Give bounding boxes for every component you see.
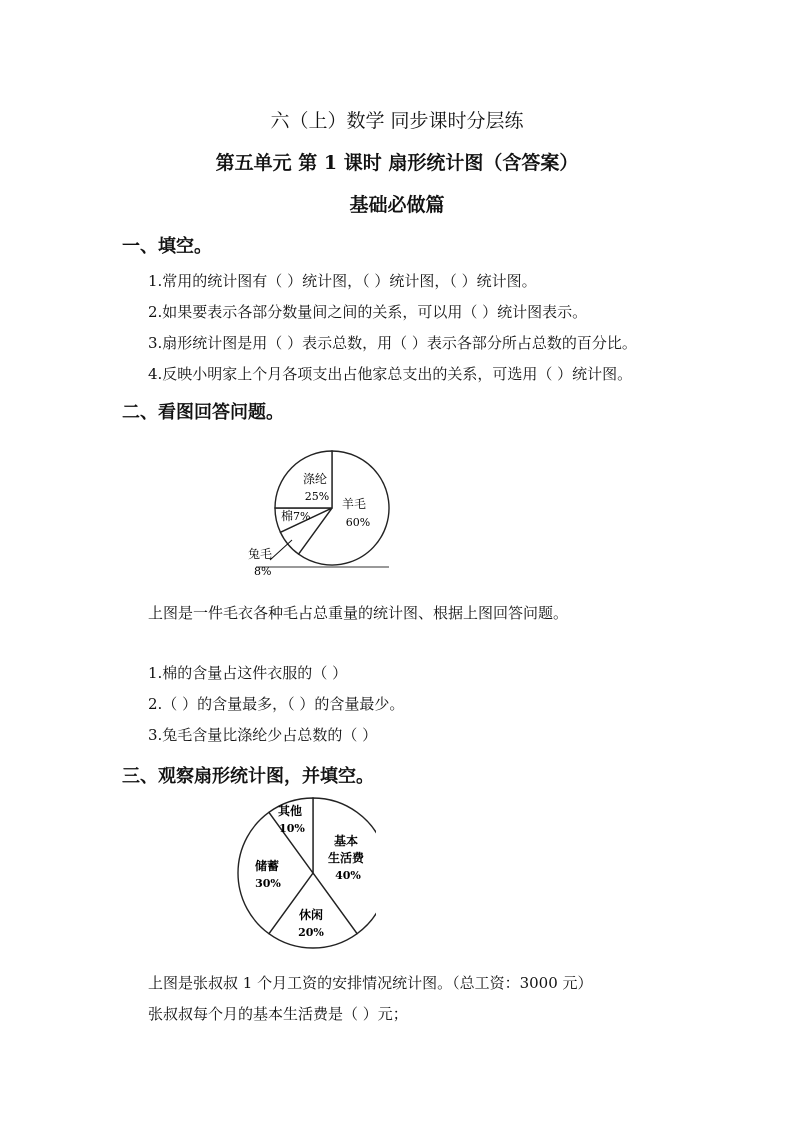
salary-pie-chart <box>230 793 376 951</box>
section1-heading: 一、填空。 <box>122 236 212 257</box>
level-title: 基础必做篇 <box>349 194 445 216</box>
section2-heading: 二、看图回答问题。 <box>122 402 284 423</box>
section2-description: 上图是一件毛衣各种毛占总重量的统计图、根据上图回答问题。 <box>148 604 569 622</box>
living-value-label: 40% <box>335 869 361 882</box>
page-subtitle: 第五单元 第 1 课时 扇形统计图（含答案） <box>215 152 579 174</box>
section1-question-3: 3.扇形统计图是用（ ）表示总数，用（ ）表示各部分所占总数的百分比。 <box>148 334 637 352</box>
cotton-value: 7% <box>293 510 311 523</box>
living-label-line2: 生活费 <box>327 851 365 865</box>
wool-label: 羊毛 <box>341 497 367 511</box>
section3-heading: 三、观察扇形统计图，并填空。 <box>122 766 374 787</box>
sweater-pie-slices <box>275 451 389 565</box>
cotton-name: 棉 <box>281 509 294 523</box>
section3-description: 上图是张叔叔 1 个月工资的安排情况统计图。（总工资：3000 元） <box>148 974 593 992</box>
section2-question-3: 3.兔毛含量比涤纶少占总数的（ ） <box>148 726 378 744</box>
section3-question-1: 张叔叔每个月的基本生活费是（ ）元； <box>148 1005 408 1023</box>
savings-label: 储蓄 <box>254 859 280 873</box>
savings-value-label: 30% <box>255 877 281 890</box>
cotton-label <box>281 508 310 523</box>
section1-question-2: 2.如果要表示各部分数量间之间的关系，可以用（ ）统计图表示。 <box>148 303 588 321</box>
sweater-pie-chart <box>244 444 394 578</box>
rabbit-hair-leader-line <box>270 540 292 560</box>
leisure-value-label: 20% <box>298 926 324 939</box>
living-label-line1: 基本 <box>333 834 359 848</box>
leisure-label: 休闲 <box>298 908 324 922</box>
polyester-label: 涤纶 <box>302 472 328 486</box>
rabbit-hair-value-label: 8% <box>254 565 272 578</box>
section2-question-2: 2.（ ）的含量最多，（ ）的含量最少。 <box>148 695 405 713</box>
page-title: 六（上）数学 同步课时分层练 <box>270 110 524 132</box>
other-value-label: 10% <box>279 822 305 835</box>
section1-question-4: 4.反映小明家上个月各项支出占他家总支出的关系，可选用（ ）统计图。 <box>148 365 633 383</box>
section1-question-1: 1.常用的统计图有（ ）统计图，（ ）统计图，（ ）统计图。 <box>148 272 537 290</box>
wool-value-label: 60% <box>345 516 371 529</box>
rabbit-hair-label: 兔毛 <box>248 547 273 561</box>
section2-question-1: 1.棉的含量占这件衣服的（ ） <box>148 664 348 682</box>
polyester-value-label: 25% <box>304 490 330 503</box>
other-label: 其他 <box>277 804 303 818</box>
